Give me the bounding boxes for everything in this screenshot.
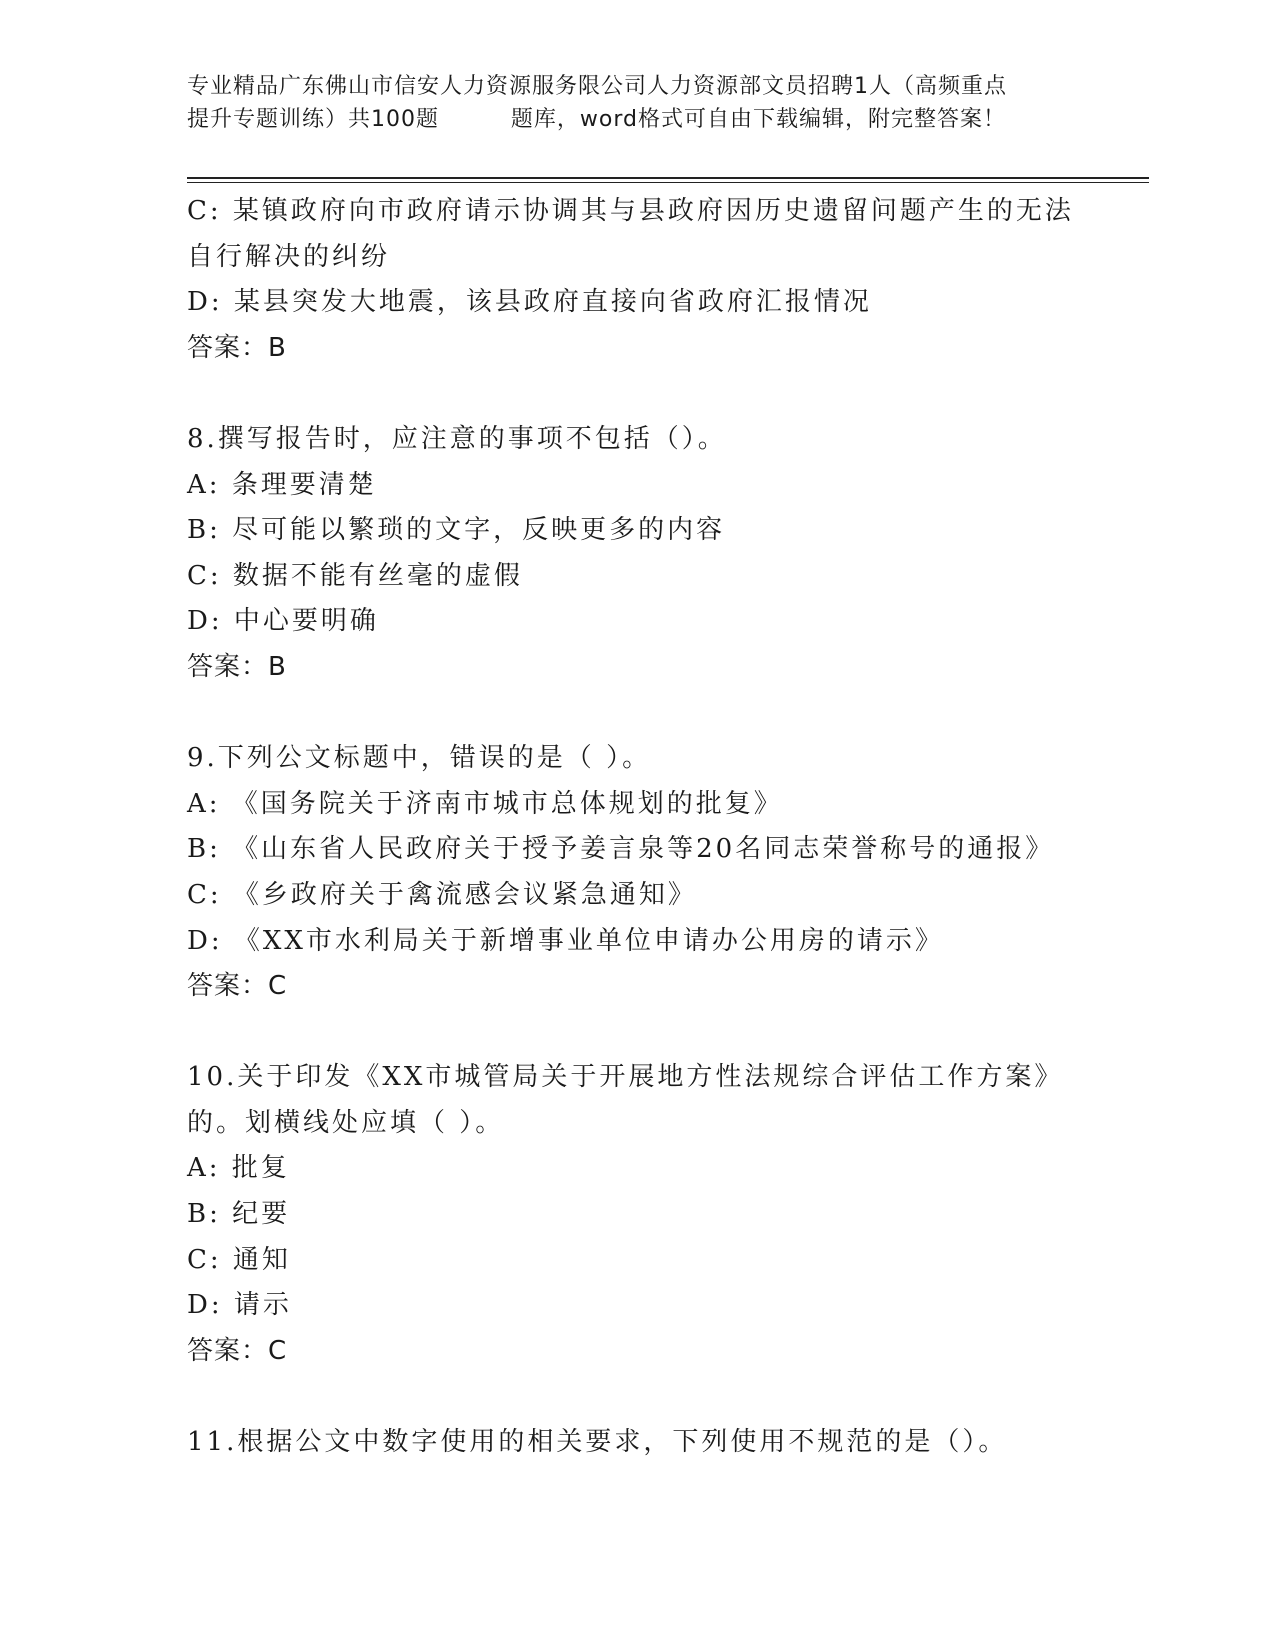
option-d: D: 中心要明确 (187, 606, 379, 637)
option-b: B: 纪要 (187, 1199, 291, 1230)
answer-line: 答案：C (187, 1335, 288, 1366)
spacer (187, 1374, 1087, 1420)
question-block-11 (187, 1420, 1087, 1466)
answer-line: 答案：C (187, 971, 288, 1002)
option-b: B: 《山东省人民政府关于授予姜言泉等20名同志荣誉称号的通报》 (187, 834, 1055, 865)
document-header (187, 70, 1087, 136)
header-line-1: 专业精品广东佛山市信安人力资源服务限公司人力资源部文员招聘1人（高频重点 (187, 74, 1007, 99)
spacer (187, 1010, 1087, 1056)
option-c: C: 数据不能有丝毫的虚假 (187, 560, 523, 591)
question-stem: 9.下列公文标题中，错误的是（ ）。 (187, 743, 652, 774)
question-block-10 (187, 1055, 1087, 1374)
header-divider-thin (187, 182, 1149, 183)
header-line-2: 提升专题训练）共100题 题库，word格式可自由下载编辑，附完整答案！ (187, 107, 1007, 132)
option-d: D: 《XX市水利局关于新增事业单位申请办公用房的请示》 (187, 925, 944, 956)
question-block-7 (187, 189, 1087, 371)
spacer (187, 691, 1087, 737)
header-divider-thick (187, 177, 1149, 179)
question-stem: 11.根据公文中数字使用的相关要求，下列使用不规范的是（）。 (187, 1427, 1008, 1458)
question-stem: 10.关于印发《XX市城管局关于开展地方性法规综合评估工作方案》 (187, 1062, 1064, 1093)
option-d: D: 请示 (187, 1290, 292, 1321)
spacer (187, 371, 1087, 417)
option-b: B: 尽可能以繁琐的文字，反映更多的内容 (187, 515, 726, 546)
question-content (187, 189, 1087, 1466)
answer-line: 答案：B (187, 651, 287, 682)
option-a: A: 批复 (187, 1153, 290, 1184)
option-a: A: 条理要清楚 (187, 469, 377, 500)
question-block-8 (187, 417, 1087, 691)
question-stem: 8.撰写报告时，应注意的事项不包括（）。 (187, 423, 727, 454)
question-block-9 (187, 736, 1087, 1010)
question-line: C: 某镇政府向市政府请示协调其与县政府因历史遗留问题产生的无法 (187, 196, 1074, 226)
option-a: A: 《国务院关于济南市城市总体规划的批复》 (187, 788, 783, 819)
question-line: 自行解决的纠纷 (187, 241, 391, 272)
answer-line: 答案：B (187, 332, 287, 363)
option-c: C: 《乡政府关于禽流感会议紧急通知》 (187, 879, 697, 910)
question-stem-continued: 的。划横线处应填（ ）。 (187, 1107, 505, 1138)
question-line: D: 某县突发大地震，该县政府直接向省政府汇报情况 (187, 287, 872, 318)
option-c: C: 通知 (187, 1244, 291, 1275)
